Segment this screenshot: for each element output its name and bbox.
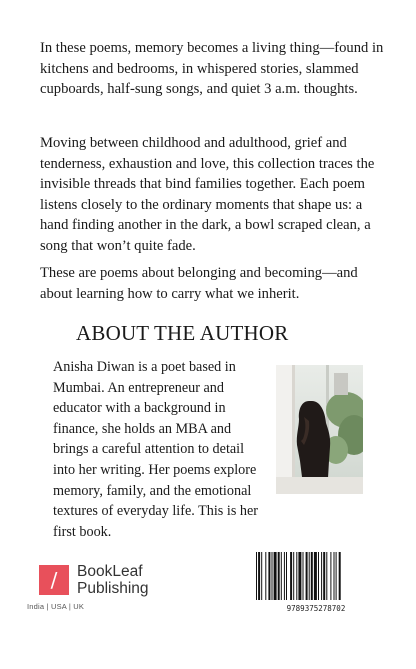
- author-bio: Anisha Diwan is a poet based in Mumbai. An entrepreneur and educator with a background in finance, she holds an MBA and brings a careful attention to detail into her writing. Her poems explore memory, family, and the emotional textures of everyday life. This is her first book.: [53, 359, 258, 540]
- barcode-bar: [318, 552, 319, 600]
- author-photo-image: [276, 365, 363, 494]
- barcode-bar: [326, 552, 327, 600]
- barcode-bar: [284, 552, 285, 600]
- barcode-bar: [298, 552, 301, 600]
- barcode-bar: [330, 552, 331, 600]
- barcode-bar: [303, 552, 304, 600]
- isbn-number: 9789375278702: [286, 604, 346, 613]
- barcode-bar: [293, 552, 294, 600]
- barcode-bar: [311, 552, 313, 600]
- barcode-bar: [268, 552, 270, 600]
- barcode-bar: [339, 552, 341, 600]
- barcode-bar: [278, 552, 280, 600]
- barcode-bar: [296, 552, 297, 600]
- barcode-bar: [281, 552, 282, 600]
- barcode-bar: [334, 552, 335, 600]
- barcode-bar: [306, 552, 308, 600]
- publisher-tagline: India | USA | UK: [27, 602, 85, 611]
- barcode-bar: [290, 552, 292, 600]
- barcode-bar: [309, 552, 310, 600]
- about-author-heading: ABOUT THE AUTHOR: [76, 321, 289, 345]
- blurb-paragraph-2: Moving between childhood and adulthood, grief and tenderness, exhaustion and love, this collection traces the invisible threads that bind families together. Each poem listens closely to the ordinary moments that shape us: a hand finding another in the dark, a bowl scraped clean, a song that won’t quite fade.: [40, 135, 375, 254]
- publisher-name: BookLeaf Publishing: [77, 563, 149, 597]
- author-photo: [276, 365, 363, 494]
- barcode-bar: [286, 552, 287, 600]
- barcode-bar: [258, 552, 260, 600]
- barcode-bar: [265, 552, 266, 600]
- barcode-bar: [336, 552, 337, 600]
- blurb-paragraph-1: In these poems, memory becomes a living thing—found in kitchens and bedrooms, in whispered stories, slammed cupboards, half-sung songs, and quiet 3 a.m. thoughts.: [40, 40, 384, 98]
- barcode-bar: [261, 552, 262, 600]
- blurb-paragraph-3: These are poems about belonging and becoming—and about learning how to carry what we inherit.: [40, 265, 358, 302]
- barcode-bar: [314, 552, 317, 600]
- barcode-bar: [321, 552, 322, 600]
- barcode-bar: [274, 552, 277, 600]
- barcode-bar: [256, 552, 257, 600]
- publisher-logo-mark: /: [39, 565, 69, 595]
- barcode-bar: [323, 552, 325, 600]
- barcode-bars: [254, 552, 378, 602]
- barcode-bar: [272, 552, 273, 600]
